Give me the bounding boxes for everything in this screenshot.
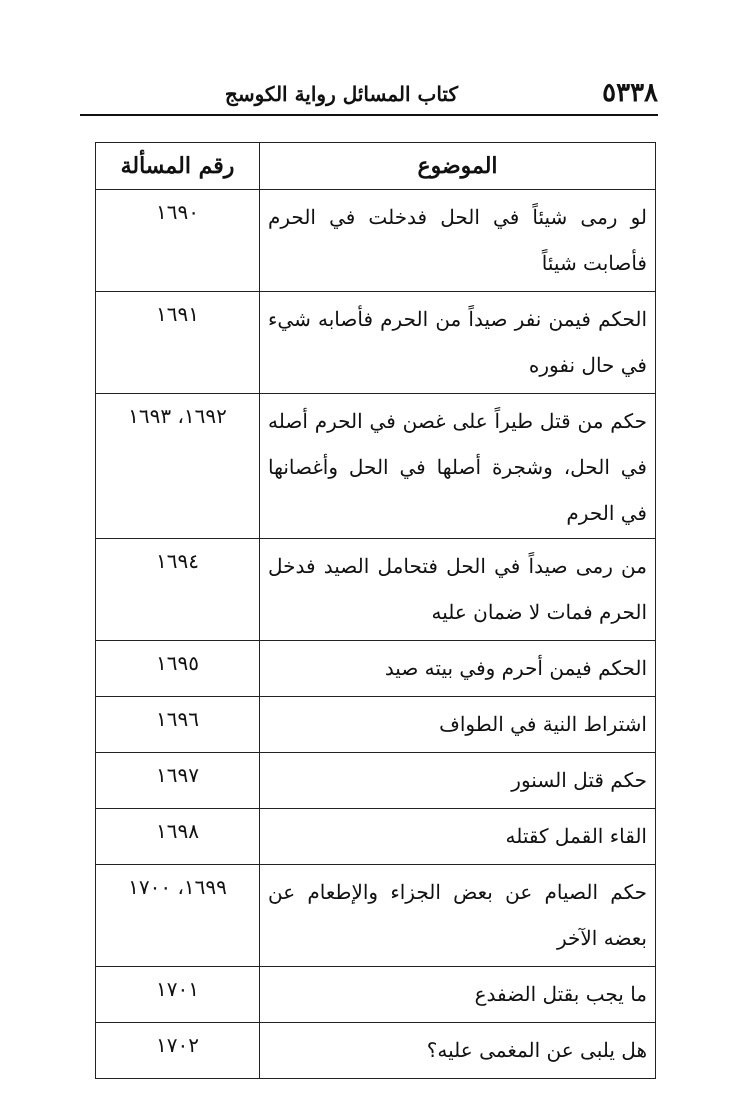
book-title: كتاب المسائل رواية الكوسج [224,82,458,106]
issue-number-cell: ١٦٩١ [96,292,260,394]
issue-number-cell: ١٦٩٩، ١٧٠٠ [96,865,260,967]
table-row [96,697,656,753]
page-number: ٥٣٣٨ [602,78,658,108]
table-row [96,292,656,394]
table-row [96,539,656,641]
topic-cell: القاء القمل كقتله [260,809,656,865]
table-row [96,190,656,292]
topic-cell: حكم قتل السنور [260,753,656,809]
issue-number-cell: ١٦٩٢، ١٦٩٣ [96,394,260,539]
table-row [96,641,656,697]
issue-number-cell: ١٦٩٠ [96,190,260,292]
issue-number-cell: ١٧٠٢ [96,1023,260,1079]
topic-cell: اشتراط النية في الطواف [260,697,656,753]
column-header-number: رقم المسألة [96,143,260,190]
issue-number-cell: ١٦٩٦ [96,697,260,753]
table-row [96,967,656,1023]
issue-number-cell: ١٦٩٤ [96,539,260,641]
topic-cell: حكم من قتل طيراً على غصن في الحرم أصله في الحل، وشجرة أصلها في الحل وأغصانها في الحرم [260,394,656,539]
table-row [96,865,656,967]
issue-number-cell: ١٦٩٧ [96,753,260,809]
table-header-row [96,143,656,190]
topics-index-table [95,142,656,1079]
table-row [96,1023,656,1079]
page-header [80,78,658,112]
column-header-topic: الموضوع [260,143,656,190]
topic-cell: الحكم فيمن نفر صيداً من الحرم فأصابه شيء في حال نفوره [260,292,656,394]
table-row [96,753,656,809]
issue-number-cell: ١٦٩٨ [96,809,260,865]
topic-cell: الحكم فيمن أحرم وفي بيته صيد [260,641,656,697]
issue-number-cell: ١٦٩٥ [96,641,260,697]
topic-cell: لو رمى شيئاً في الحل فدخلت في الحرم فأصابت شيئاً [260,190,656,292]
topic-cell: هل يلبى عن المغمى عليه؟ [260,1023,656,1079]
topic-cell: ما يجب بقتل الضفدع [260,967,656,1023]
header-divider [80,114,658,116]
topic-cell: حكم الصيام عن بعض الجزاء والإطعام عن بعضه الآخر [260,865,656,967]
table-row [96,809,656,865]
topic-cell: من رمى صيداً في الحل فتحامل الصيد فدخل الحرم فمات لا ضمان عليه [260,539,656,641]
issue-number-cell: ١٧٠١ [96,967,260,1023]
table-row [96,394,656,539]
